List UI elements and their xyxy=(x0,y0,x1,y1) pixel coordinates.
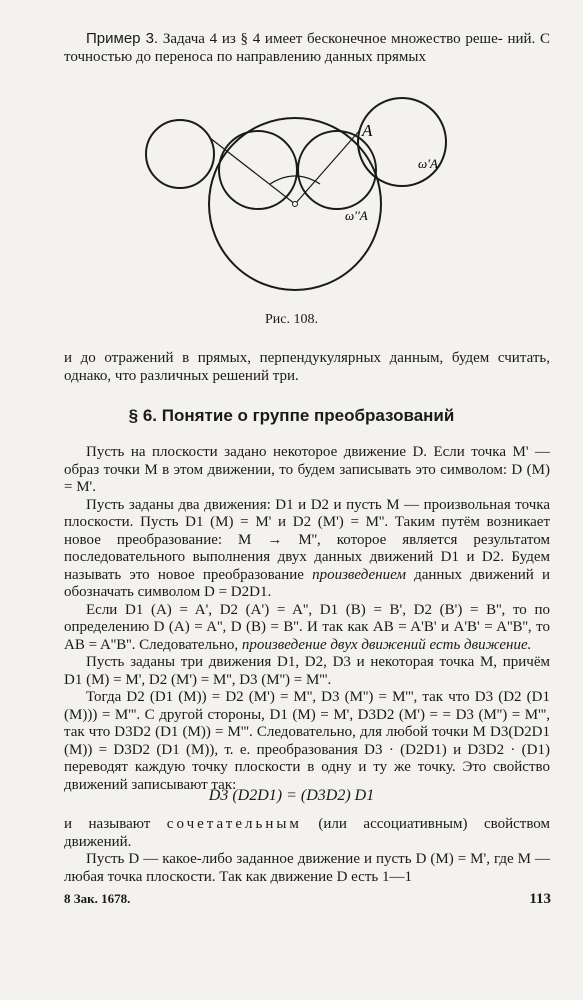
paragraph-4: Пусть заданы три движения D1, D2, D3 и некоторая точка M, причём D1 (M) = M', D2 (M') = M'', D3 (M'') = M'''. xyxy=(64,654,550,688)
right-line xyxy=(295,130,360,204)
inner-right-circle xyxy=(298,131,376,209)
printing-signature: 8 Зак. 1678. xyxy=(64,891,131,906)
closing-text xyxy=(64,816,550,886)
upper-right-circle xyxy=(358,98,446,186)
figure-108 xyxy=(130,88,450,298)
upper-left-circle xyxy=(146,120,214,188)
label-omega-double-prime: ω''A xyxy=(345,208,368,223)
paragraph-3 xyxy=(64,602,550,655)
paragraph-1: Пусть на плоскости задано некоторое движение D. Если точка M' — образ точки M в этом движении, то будем записывать это символом: D (M) = M'. xyxy=(64,444,550,495)
page-number: 113 xyxy=(529,891,551,907)
paragraph-7: Пусть D — какое-либо заданное движение и пусть D (M) = M', где M — любая точка плоскости. Так как движение D есть 1—1 xyxy=(64,851,550,885)
paragraph-6-tail: (или ассоциативным) свойством движений. xyxy=(64,816,551,850)
paragraph-6-text: и называют xyxy=(64,816,151,832)
example-lead: Пример 3. xyxy=(86,30,159,47)
paragraph-6-term: сочетательным xyxy=(166,816,302,832)
associativity-formula: D3 (D2D1) = (D3D2) D1 xyxy=(208,787,375,804)
body-text xyxy=(64,444,550,794)
left-line xyxy=(210,138,295,204)
intro-line-2: ний. С точностью до переноса по направлению данных прямых xyxy=(64,31,551,65)
after-figure-paragraph xyxy=(64,350,550,385)
paragraph-2-tail: данных движений и обозначать символом D = D2D1. xyxy=(64,566,550,600)
figure-caption: Рис. 108. xyxy=(265,312,318,327)
section-title: § 6. Понятие о группе преобразований xyxy=(128,406,455,425)
inner-left-circle xyxy=(219,131,297,209)
after-figure-text: и до отражений в прямых, перпендукулярных данным, будем считать, однако, что различных решений три. xyxy=(64,350,550,384)
intro-paragraph xyxy=(64,30,550,66)
paragraph-3-text: Если D1 (A) = A', D2 (A') = A'', D1 (B) = B', D2 (B') = B'', то по определению D (A) = A'', D (B) = B''. И так как AB = A'B' и A'B' = A''B'', то AB = A''B''. Следовательно, xyxy=(64,601,550,653)
paragraph-5: Тогда D2 (D1 (M)) = D2 (M') = M'', D3 (M'') = M''', так что D3 (D2 (D1 (M))) = M'''. С другой стороны, D1 (M) = M', D3D2 (M') = = D3 (M'') = M''', так что D3D2 (D1 (M)) = M'''. Следовательно, для любой точки M D3(D2D1 (M)) = D3D2 (D1 (M)), т. е. преобразования D3 · (D2D1) и D3D2 · (D1) переводят каждую точку плоскости в одну и ту же точку. Это свойство движений записывают так: xyxy=(64,689,550,793)
center-point xyxy=(293,202,298,207)
paragraph-2-term: произведением xyxy=(312,566,406,583)
paragraph-6 xyxy=(64,816,550,851)
paragraph-2-text: Пусть заданы два движения: D1 и D2 и пусть M — произвольная точка плоскости. Пусть D1 (M) = M' и D2 (M') = M''. Таким путём возникает новое преобразование: M → M'', которое является результатом последовательного выполнения двух данных движений D1 и D2. Будем называть это новое преобразование xyxy=(64,496,550,583)
label-a: A xyxy=(362,121,373,140)
intro-line-1: Задача 4 из § 4 имеет бесконечное множество реше- xyxy=(162,31,503,47)
paragraph-2 xyxy=(64,497,550,602)
label-omega-prime: ω'A xyxy=(418,156,438,171)
paragraph-3-conclusion: произведение двух движений есть движение. xyxy=(241,636,532,653)
